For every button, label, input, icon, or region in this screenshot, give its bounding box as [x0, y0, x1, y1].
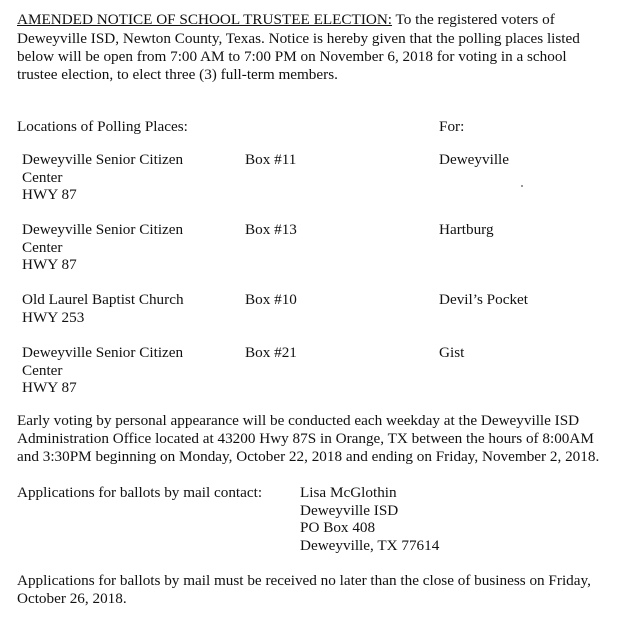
- early-voting-line-3: and 3:30PM beginning on Monday, October 22, 2018 and ending on Friday, November 2, 2018.: [17, 448, 600, 465]
- polling-box: Box #21: [245, 344, 297, 361]
- locations-header: Locations of Polling Places:: [17, 118, 188, 135]
- polling-location: [22, 151, 183, 204]
- location-line: Center: [22, 238, 63, 256]
- location-line: Deweyville Senior Citizen: [22, 151, 184, 168]
- location-line: Center: [22, 361, 63, 379]
- location-line: HWY 253: [22, 308, 85, 326]
- for-header: For:: [439, 118, 465, 135]
- address-line: Deweyville, TX 77614: [300, 536, 440, 554]
- polling-location: [22, 291, 184, 326]
- deadline-line-1: Applications for ballots by mail must be received no later than the close of business on Friday,: [17, 572, 591, 589]
- polling-location: [22, 344, 183, 397]
- mail-contact-address: [300, 484, 439, 554]
- polling-box: Box #11: [245, 151, 297, 168]
- location-line: Deweyville Senior Citizen: [22, 344, 184, 361]
- deadline-line-2: October 26, 2018.: [17, 590, 127, 607]
- address-line: PO Box 408: [300, 519, 376, 536]
- polling-place-row: [0, 291, 632, 327]
- early-voting-line-2: Administration Office located at 43200 Hwy 87S in Orange, TX between the hours of 8:00AM: [17, 430, 594, 447]
- notice-intro-line-4: trustee election, to elect three (3) full-term members.: [17, 66, 338, 83]
- mail-contact-label: Applications for ballots by mail contact:: [17, 484, 263, 501]
- early-voting-line-1: Early voting by personal appearance will be conducted each weekday at the Deweyville ISD: [17, 412, 580, 429]
- polling-box: Box #13: [245, 221, 297, 238]
- location-line: HWY 87: [22, 186, 77, 203]
- notice-intro-line-3: below will be open from 7:00 AM to 7:00 PM on November 6, 2018 for voting in a school: [17, 48, 567, 65]
- polling-for: Gist: [439, 344, 465, 361]
- polling-for: Hartburg: [439, 221, 494, 238]
- polling-location: [22, 221, 183, 274]
- notice-intro-line-2: Deweyville ISD, Newton County, Texas. Notice is hereby given that the polling places listed: [17, 30, 580, 47]
- address-line: Deweyville ISD: [300, 501, 399, 519]
- polling-place-row: [0, 344, 632, 398]
- polling-for: Devil’s Pocket: [439, 291, 529, 308]
- notice-heading: AMENDED NOTICE OF SCHOOL TRUSTEE ELECTION:: [17, 11, 393, 28]
- address-line: Lisa McGlothin: [300, 484, 397, 501]
- notice-intro-line-1: [17, 11, 555, 29]
- polling-place-row: [0, 151, 632, 205]
- polling-box: Box #10: [245, 291, 297, 308]
- location-line: Deweyville Senior Citizen: [22, 221, 184, 238]
- location-line: Old Laurel Baptist Church: [22, 291, 184, 308]
- polling-place-row: [0, 221, 632, 275]
- location-line: Center: [22, 168, 63, 186]
- notice-intro-text: To the registered voters of: [392, 11, 555, 28]
- location-line: HWY 87: [22, 256, 77, 273]
- location-line: HWY 87: [22, 379, 77, 396]
- scan-speck: [521, 185, 523, 187]
- polling-for: Deweyville: [439, 151, 510, 168]
